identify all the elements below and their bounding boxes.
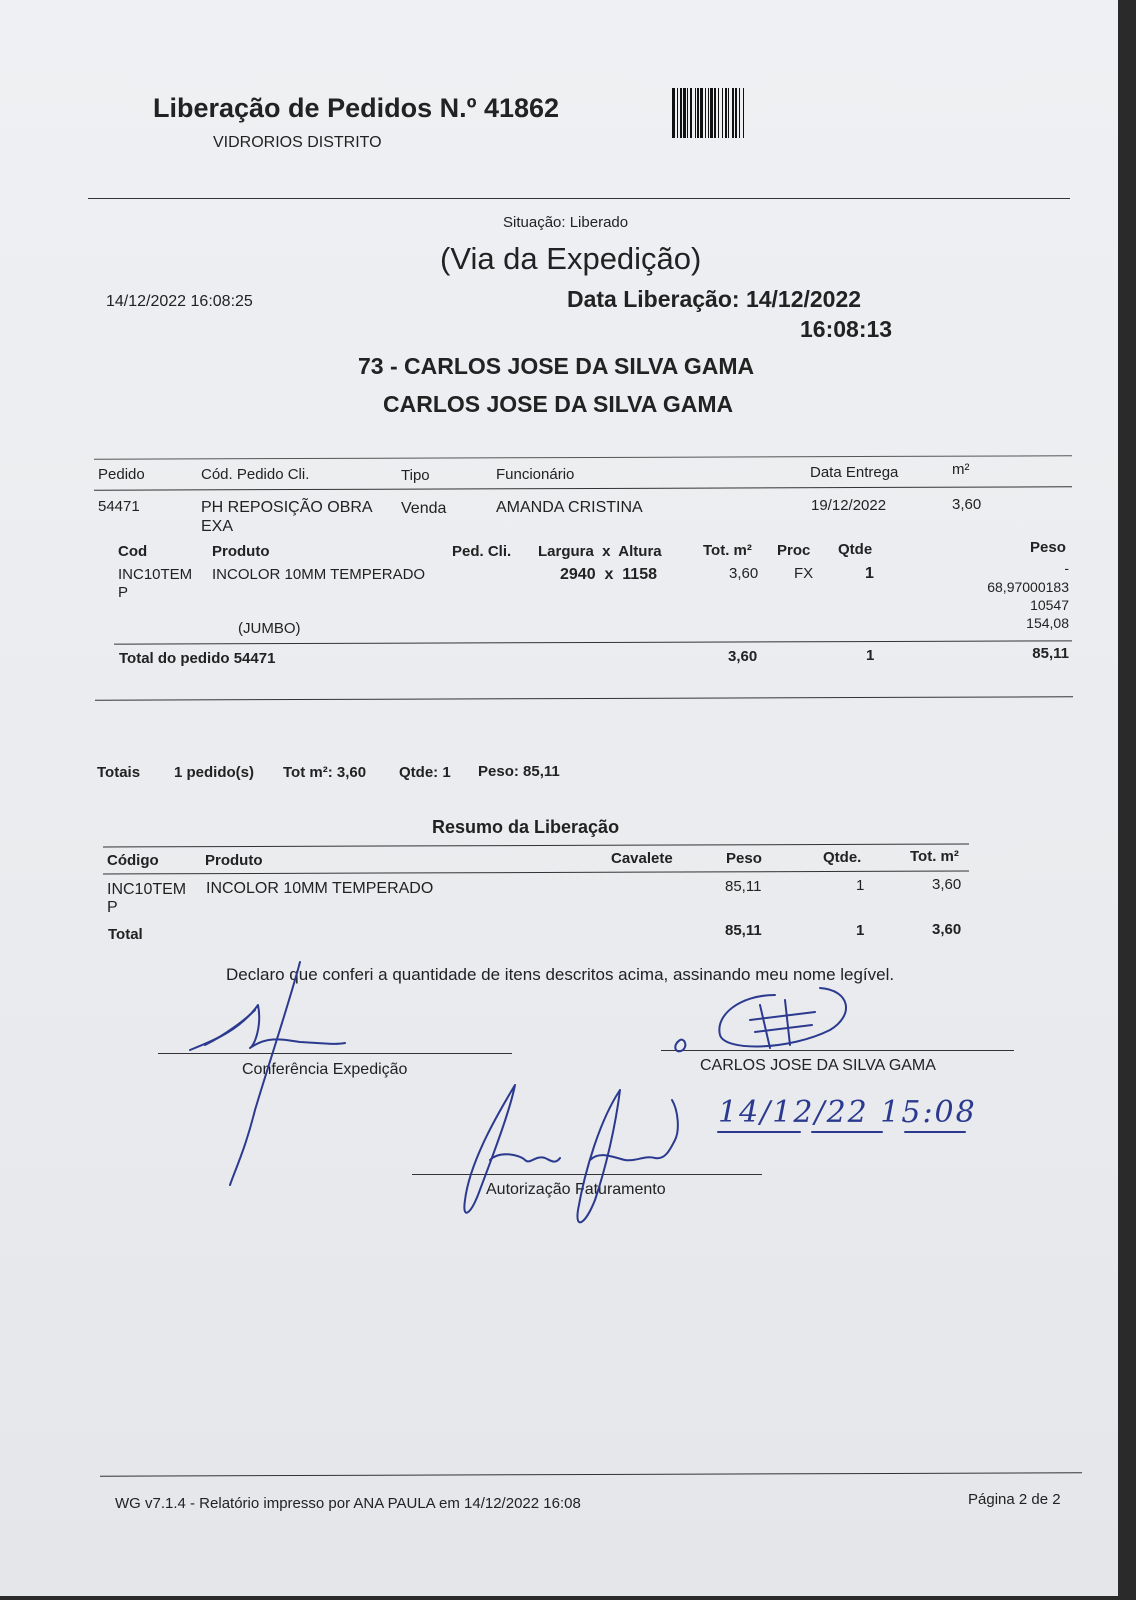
col-m2: m² [952,461,970,478]
signature-label-cliente: CARLOS JOSE DA SILVA GAMA [700,1057,936,1074]
item-peso-1: - [1064,560,1069,576]
totals-pedidos: 1 pedido(s) [174,764,255,781]
header-divider [88,198,1070,199]
signature-line-cliente [661,1050,1014,1051]
summary-total-tot-m2: 3,60 [932,921,962,938]
item-col-tot-m2: Tot. m² [703,542,752,559]
col-cod-pedido-cli: Cód. Pedido Cli. [201,466,310,483]
row-tipo: Venda [401,500,447,517]
item-col-qtde: Qtde [838,541,873,558]
order-total-label: Total do pedido 54471 [119,650,276,667]
summary-col-tot-m2: Tot. m² [910,848,959,865]
item-col-proc: Proc [777,542,811,559]
document-title: Liberação de Pedidos N.º 41862 [153,93,560,123]
col-tipo: Tipo [401,467,430,484]
col-pedido: Pedido [98,466,145,483]
item-peso-4: 154,08 [1026,615,1069,631]
row-cod-pedido-cli-2: EXA [201,518,234,535]
printed-datetime: 14/12/2022 16:08:25 [106,293,253,310]
item-col-peso: Peso [1030,539,1066,556]
order-total-qtde: 1 [866,647,875,664]
table-header-rule [94,486,1072,490]
item-qtde: 1 [865,565,874,582]
item-tot-m2: 3,60 [729,565,759,582]
totals-qtde: Qtde: 1 [399,764,451,781]
row-pedido: 54471 [98,498,140,515]
summary-top-rule [103,843,969,847]
release-date: Data Liberação: 14/12/2022 [567,286,862,312]
summary-header-rule [103,870,969,874]
status-text: Situação: Liberado [503,214,629,231]
summary-title: Resumo da Liberação [432,817,620,837]
item-cod-1: INC10TEM [118,566,193,583]
row-funcionario: AMANDA CRISTINA [496,499,643,516]
client-name: CARLOS JOSE DA SILVA GAMA [383,391,734,417]
summary-col-codigo: Código [107,852,159,869]
totals-m2: Tot m²: 3,60 [283,764,367,781]
signature-label-conferencia: Conferência Expedição [242,1061,408,1078]
item-cod-2: P [118,584,129,601]
summary-produto: INCOLOR 10MM TEMPERADO [206,880,434,897]
summary-peso: 85,11 [725,878,762,895]
item-proc: FX [794,565,814,582]
handwritten-date: 14/12/22 15:08 [718,1095,977,1130]
col-funcionario: Funcionário [496,466,575,483]
summary-codigo-2: P [107,899,118,916]
summary-total-qtde: 1 [856,922,865,939]
client-code-name: 73 - CARLOS JOSE DA SILVA GAMA [358,353,755,379]
barcode [672,88,745,138]
footer-rule [100,1472,1082,1476]
item-produto: INCOLOR 10MM TEMPERADO [212,566,426,583]
signature-line-conferencia [158,1053,512,1054]
signature-label-autorizacao: Autorização Faturamento [486,1181,666,1198]
release-time: 16:08:13 [800,316,893,342]
summary-col-produto: Produto [205,852,263,869]
totals-label: Totais [97,764,141,781]
order-section-end-rule [95,696,1073,700]
signature-line-autorizacao [412,1174,762,1175]
item-peso-2: 68,97000183 [987,579,1069,595]
signature-cliente [719,988,846,1046]
summary-col-cavalete: Cavalete [611,850,673,867]
order-total-peso: 85,11 [1032,645,1069,662]
row-data-entrega: 19/12/2022 [811,497,887,514]
summary-total-peso: 85,11 [725,922,762,939]
item-peso-3: 10547 [1030,597,1069,613]
item-dimensoes: 2940 x 1158 [560,566,657,583]
copy-type: (Via da Expedição) [440,241,702,276]
footer-page-number: Página 2 de 2 [968,1491,1061,1508]
summary-total-label: Total [108,926,143,943]
item-col-largura-altura: Largura x Altura [538,543,662,560]
summary-col-qtde: Qtde. [823,849,862,866]
item-col-produto: Produto [212,543,270,560]
row-cod-pedido-cli-1: PH REPOSIÇÃO OBRA [201,499,373,516]
order-total-m2: 3,60 [728,648,758,665]
footer-printed-by: WG v7.1.4 - Relatório impresso por ANA PAULA em 14/12/2022 16:08 [115,1495,581,1512]
col-data-entrega: Data Entrega [810,464,899,481]
summary-col-peso: Peso [726,850,762,867]
company-name: VIDRORIOS DISTRITO [213,134,382,151]
table-top-rule [94,455,1072,459]
item-note: (JUMBO) [238,620,301,637]
item-col-cod: Cod [118,543,148,560]
row-m2: 3,60 [952,496,982,513]
item-col-ped-cli: Ped. Cli. [452,543,512,560]
totals-peso: Peso: 85,11 [478,763,560,780]
summary-codigo-1: INC10TEM [107,881,187,898]
summary-tot-m2: 3,60 [932,876,962,893]
summary-qtde: 1 [856,877,865,894]
order-total-rule [114,640,1072,644]
declaration-text: Declaro que conferi a quantidade de itens descritos acima, assinando meu nome legível. [226,965,895,984]
